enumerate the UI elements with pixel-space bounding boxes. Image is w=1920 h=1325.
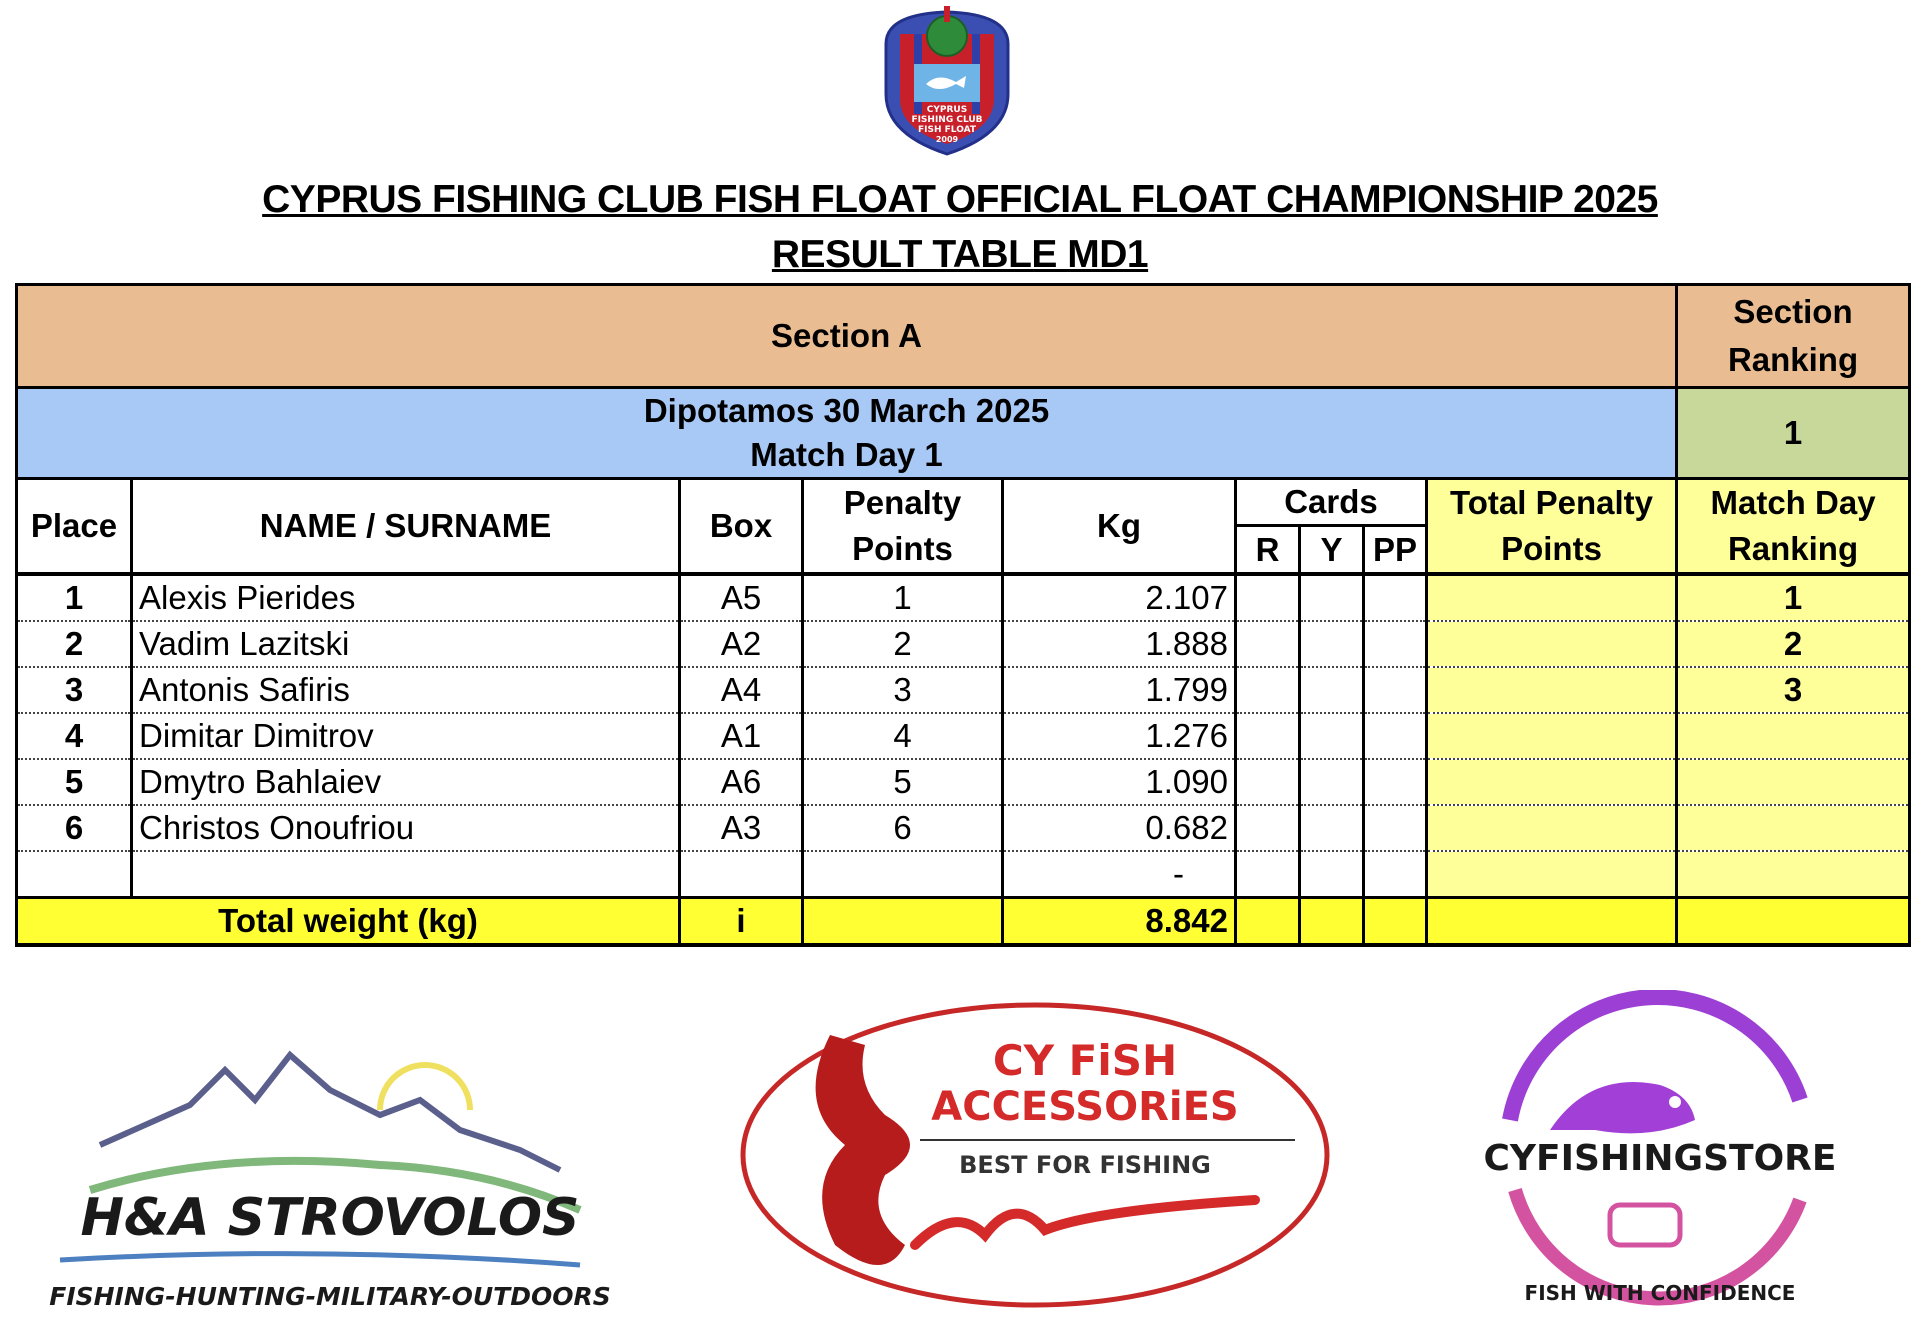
- card-pp-cell: [1364, 713, 1427, 759]
- name-cell: Vadim Lazitski: [132, 621, 680, 667]
- section-ranking-header: Section Ranking: [1677, 285, 1910, 388]
- col-header-total-penalty: Total Penalty Points: [1427, 479, 1677, 575]
- card-y-cell: [1300, 574, 1364, 621]
- card-pp-cell: [1364, 574, 1427, 621]
- penalty-cell: 6: [803, 805, 1003, 851]
- col-header-box: Box: [680, 479, 803, 575]
- box-cell: A1: [680, 713, 803, 759]
- total-card-pp: [1364, 898, 1427, 946]
- card-r-cell: [1236, 805, 1300, 851]
- name-cell: Antonis Safiris: [132, 667, 680, 713]
- card-r-cell: [1236, 621, 1300, 667]
- total-penalty-cell: [1427, 621, 1677, 667]
- total-penalty-cell: [1427, 805, 1677, 851]
- md-ranking-cell: 3: [1677, 667, 1910, 713]
- card-y-cell: [1300, 621, 1364, 667]
- card-r-cell: [1236, 667, 1300, 713]
- kg-cell: 1.888: [1003, 621, 1236, 667]
- box-cell: A4: [680, 667, 803, 713]
- table-row: [17, 759, 1910, 805]
- md-ranking-cell: [1677, 805, 1910, 851]
- total-weight-value: 8.842: [1003, 898, 1236, 946]
- place-cell: 3: [17, 667, 132, 713]
- name-cell: Alexis Pierides: [132, 574, 680, 621]
- table-row: [17, 574, 1910, 621]
- sponsor-ha-strovolos-logo: [20, 1020, 680, 1320]
- penalty-cell: 1: [803, 574, 1003, 621]
- kg-cell: 2.107: [1003, 574, 1236, 621]
- card-r-cell: [1236, 851, 1300, 898]
- table-row: [17, 851, 1910, 898]
- card-pp-cell: [1364, 851, 1427, 898]
- kg-cell: 1.276: [1003, 713, 1236, 759]
- total-card-r: [1236, 898, 1300, 946]
- name-cell: [132, 851, 680, 898]
- place-cell: [17, 851, 132, 898]
- results-table: [15, 283, 1911, 947]
- section-ranking-value: 1: [1677, 388, 1910, 479]
- sponsor-ha-name: H&A STROVOLOS: [80, 1188, 580, 1248]
- card-r-cell: [1236, 759, 1300, 805]
- col-header-card-y: Y: [1300, 526, 1364, 574]
- card-y-cell: [1300, 713, 1364, 759]
- card-pp-cell: [1364, 667, 1427, 713]
- card-pp-cell: [1364, 759, 1427, 805]
- penalty-cell: 5: [803, 759, 1003, 805]
- sponsor-cyfish-tagline: BEST FOR FISHING: [959, 1151, 1211, 1179]
- place-cell: 4: [17, 713, 132, 759]
- total-row: [17, 898, 1910, 946]
- table-row: [17, 805, 1910, 851]
- place-cell: 2: [17, 621, 132, 667]
- document-title: CYPRUS FISHING CLUB FISH FLOAT OFFICIAL FLOAT CHAMPIONSHIP 2025: [262, 178, 1658, 221]
- box-cell: A6: [680, 759, 803, 805]
- club-logo-text-4: 2009: [935, 135, 959, 144]
- card-pp-cell: [1364, 621, 1427, 667]
- penalty-cell: 2: [803, 621, 1003, 667]
- col-header-kg: Kg: [1003, 479, 1236, 575]
- venue-date: Dipotamos 30 March 2025: [643, 392, 1050, 429]
- venue-match-day: Match Day 1: [750, 436, 943, 473]
- kg-cell: 1.799: [1003, 667, 1236, 713]
- sponsor-store-name: CYFISHINGSTORE: [1483, 1138, 1837, 1179]
- table-row: [17, 621, 1910, 667]
- box-cell: A2: [680, 621, 803, 667]
- col-header-place: Place: [17, 479, 132, 575]
- col-header-card-r: R: [1236, 526, 1300, 574]
- total-penalty-cell: [1427, 574, 1677, 621]
- club-logo-text-1: CYPRUS: [926, 105, 968, 115]
- sponsor-cyfish-accessories-logo: [735, 995, 1335, 1315]
- card-y-cell: [1300, 851, 1364, 898]
- card-r-cell: [1236, 574, 1300, 621]
- md-ranking-cell: [1677, 759, 1910, 805]
- document-subtitle: RESULT TABLE MD1: [771, 233, 1149, 276]
- total-total-penalty: [1427, 898, 1677, 946]
- total-md-ranking: [1677, 898, 1910, 946]
- card-r-cell: [1236, 713, 1300, 759]
- md-ranking-cell: [1677, 851, 1910, 898]
- card-pp-cell: [1364, 805, 1427, 851]
- col-header-match-day-ranking: Match Day Ranking: [1677, 479, 1910, 575]
- col-header-cards: Cards: [1236, 479, 1427, 526]
- sponsor-cyfishingstore-logo: [1420, 990, 1900, 1320]
- sponsor-cyfish-line1: CY FiSH: [992, 1036, 1178, 1085]
- md-ranking-cell: 2: [1677, 621, 1910, 667]
- kg-cell: 0.682: [1003, 805, 1236, 851]
- box-cell: [680, 851, 803, 898]
- md-ranking-cell: [1677, 713, 1910, 759]
- column-header-row: [17, 479, 1910, 526]
- venue-cell: [17, 388, 1677, 479]
- col-header-penalty-points: Penalty Points: [803, 479, 1003, 575]
- sponsor-ha-tagline: FISHING-HUNTING-MILITARY-OUTDOORS: [49, 1282, 611, 1311]
- name-cell: Christos Onoufriou: [132, 805, 680, 851]
- total-penalty-empty: [803, 898, 1003, 946]
- kg-cell: -: [1003, 851, 1236, 898]
- club-badge-logo: [876, 4, 1018, 156]
- section-header-row: [17, 285, 1910, 388]
- name-cell: Dimitar Dimitrov: [132, 713, 680, 759]
- total-box-cell: i: [680, 898, 803, 946]
- sponsor-cyfish-line2: ACCESSORiES: [931, 1084, 1239, 1130]
- card-y-cell: [1300, 759, 1364, 805]
- col-header-card-pp: PP: [1364, 526, 1427, 574]
- penalty-cell: [803, 851, 1003, 898]
- penalty-cell: 4: [803, 713, 1003, 759]
- table-row: [17, 667, 1910, 713]
- card-y-cell: [1300, 667, 1364, 713]
- place-cell: 1: [17, 574, 132, 621]
- box-cell: A3: [680, 805, 803, 851]
- total-weight-label: Total weight (kg): [17, 898, 680, 946]
- total-card-y: [1300, 898, 1364, 946]
- section-label: Section A: [17, 285, 1677, 388]
- kg-cell: 1.090: [1003, 759, 1236, 805]
- total-penalty-cell: [1427, 667, 1677, 713]
- venue-row: [17, 388, 1910, 479]
- col-header-name: NAME / SURNAME: [132, 479, 680, 575]
- club-logo-text-2: FISHING CLUB: [911, 115, 983, 125]
- table-row: [17, 713, 1910, 759]
- name-cell: Dmytro Bahlaiev: [132, 759, 680, 805]
- place-cell: 5: [17, 759, 132, 805]
- sponsor-store-tagline: FISH WITH CONFIDENCE: [1524, 1281, 1796, 1305]
- total-penalty-cell: [1427, 759, 1677, 805]
- total-penalty-cell: [1427, 713, 1677, 759]
- box-cell: A5: [680, 574, 803, 621]
- place-cell: 6: [17, 805, 132, 851]
- md-ranking-cell: 1: [1677, 574, 1910, 621]
- document-titles: [0, 172, 1920, 282]
- club-logo-text-3: FISH FLOAT: [917, 125, 977, 135]
- total-penalty-cell: [1427, 851, 1677, 898]
- card-y-cell: [1300, 805, 1364, 851]
- penalty-cell: 3: [803, 667, 1003, 713]
